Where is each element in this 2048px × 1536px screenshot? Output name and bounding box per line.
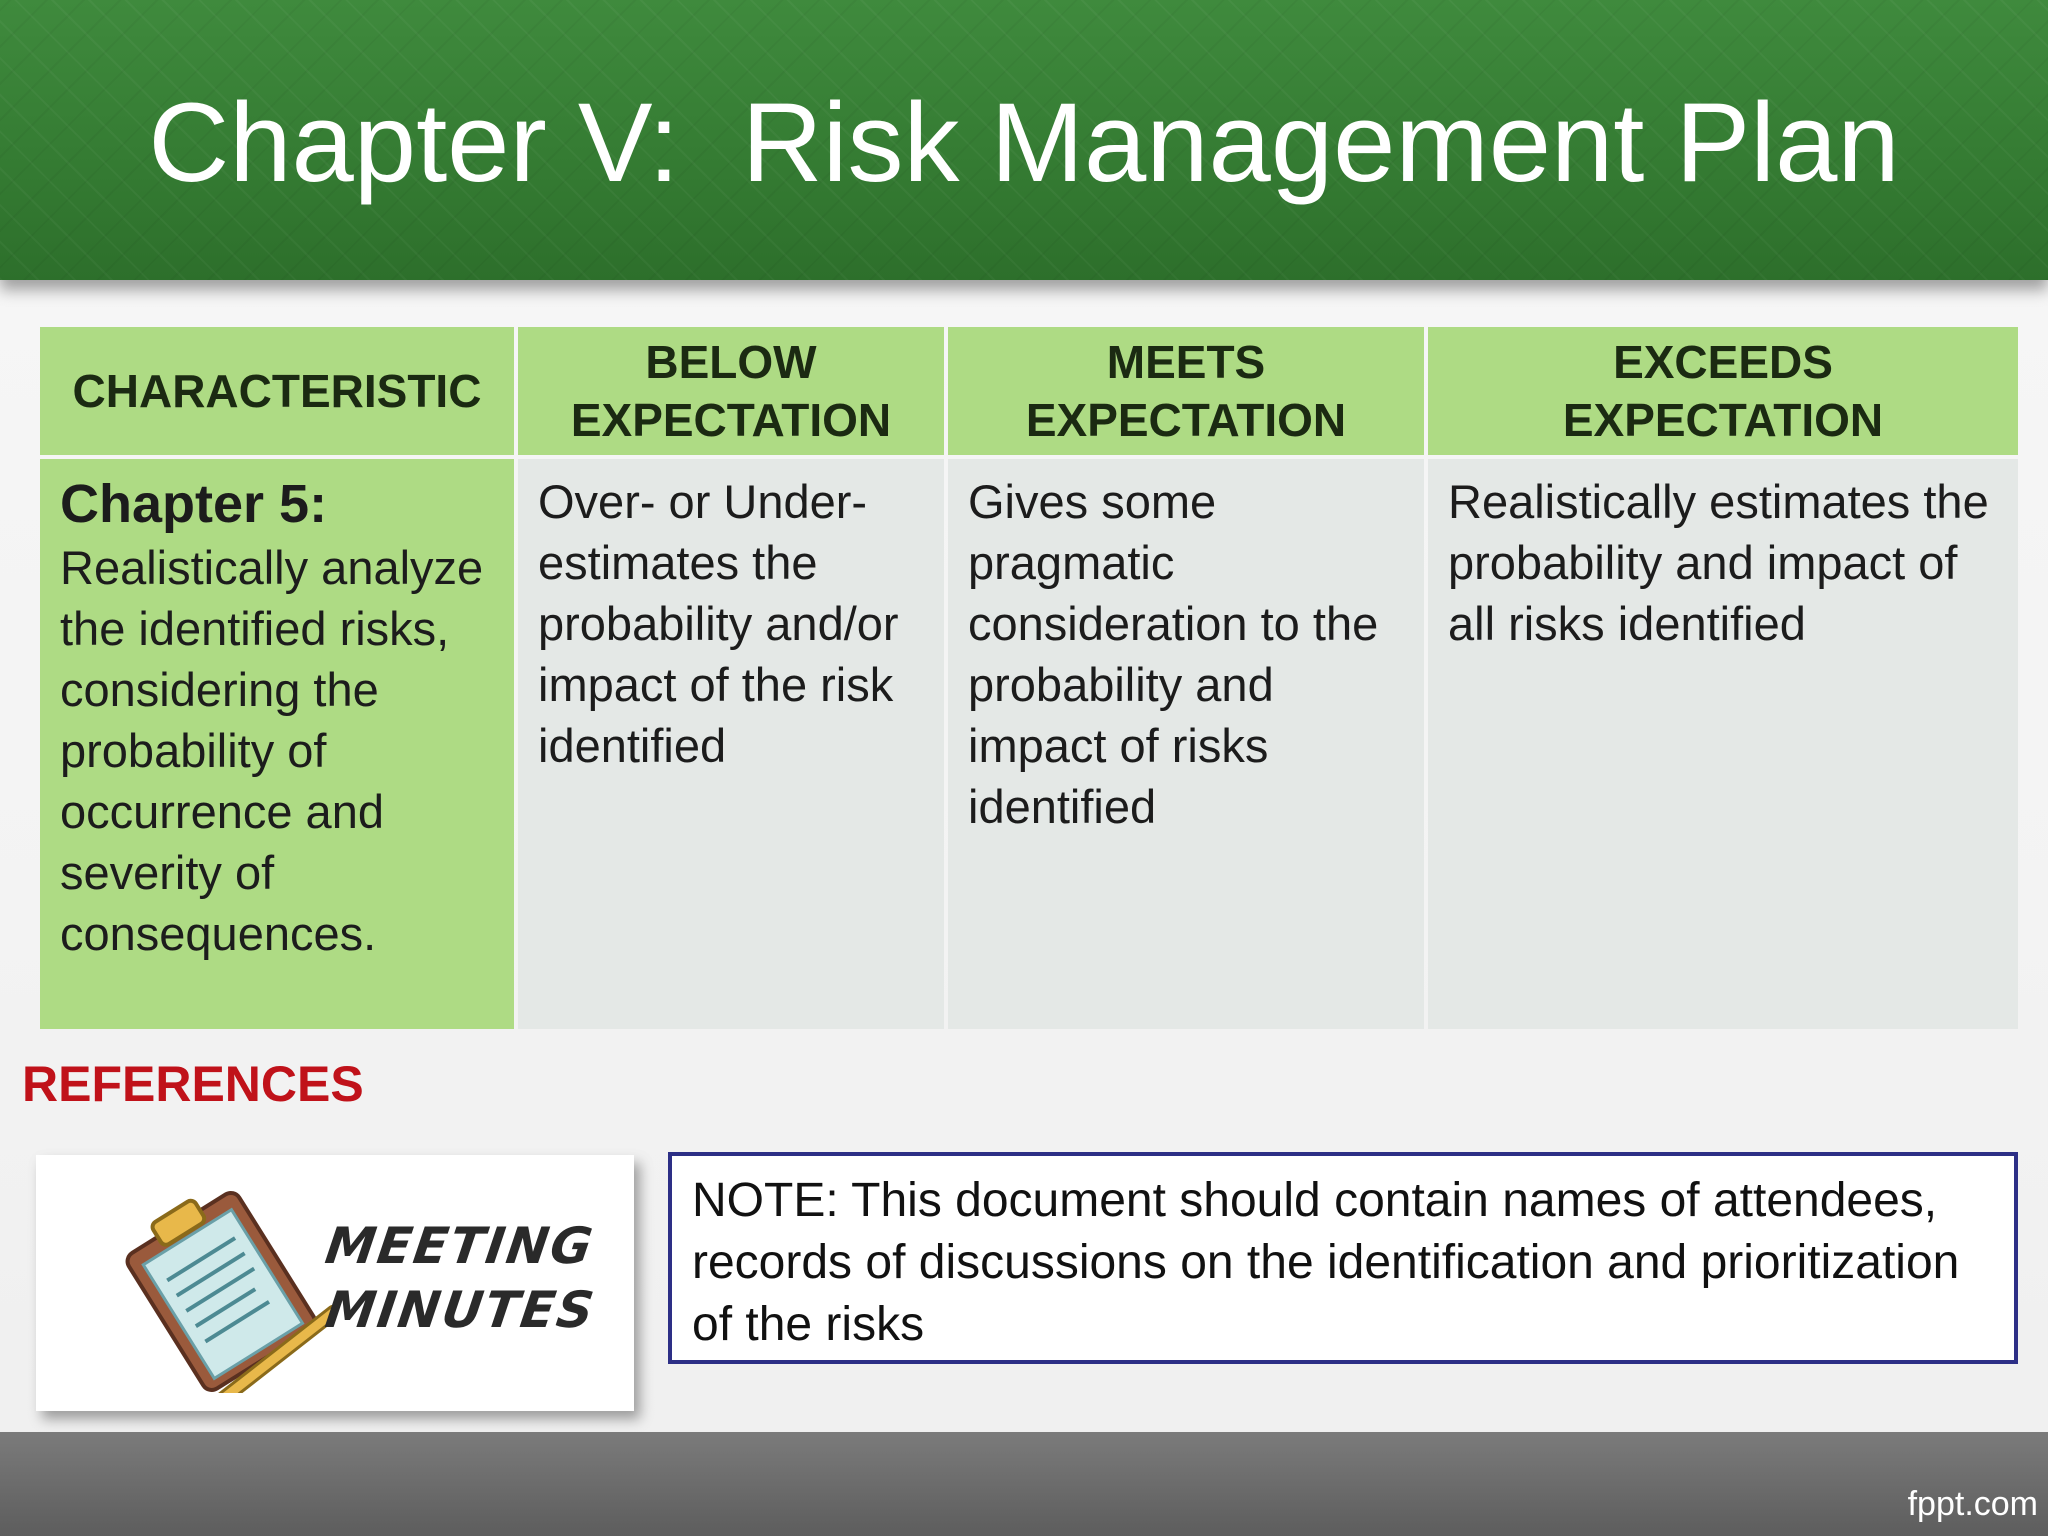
rubric-header-row: [40, 327, 2018, 455]
header-exceeds-expectation: EXCEEDS EXPECTATION: [1428, 327, 2018, 455]
rubric-table: [36, 323, 2022, 1033]
cell-below-expectation: Over- or Under-estimates the probability and/or impact of the risk identified: [518, 459, 944, 1029]
rubric-row: [40, 459, 2018, 1029]
clipboard-icon: [96, 1173, 336, 1393]
cell-characteristic: [40, 459, 514, 1029]
header-characteristic: CHARACTERISTIC: [40, 327, 514, 455]
slide-title: Chapter V: Risk Management Plan: [148, 80, 1900, 205]
header-meets-expectation: MEETS EXPECTATION: [948, 327, 1424, 455]
footer-bar: [0, 1432, 2048, 1536]
header-below-expectation: BELOW EXPECTATION: [518, 327, 944, 455]
references-heading: REFERENCES: [22, 1056, 364, 1112]
title-banner: [0, 0, 2048, 280]
note-text: NOTE: This document should contain names of attendees, records of discussions on the identification and prioritization of the risks: [692, 1174, 1960, 1351]
cell-meets-expectation: Gives some pragmatic consideration to the probability and impact of risks identified: [948, 459, 1424, 1029]
cell-exceeds-expectation: Realistically estimates the probability and impact of all risks identified: [1428, 459, 2018, 1029]
clipart-label-line1: MEETING: [321, 1217, 598, 1275]
brand-watermark: fppt.com: [1907, 1485, 2038, 1523]
note-box: [668, 1152, 2018, 1364]
characteristic-text: Realistically analyze the identified risks, considering the probability of occurrence and severity of consequences.: [60, 541, 484, 960]
meeting-minutes-clipart: [36, 1155, 634, 1411]
clipart-label-line2: MINUTES: [321, 1281, 600, 1339]
characteristic-heading: Chapter 5:: [60, 474, 328, 534]
